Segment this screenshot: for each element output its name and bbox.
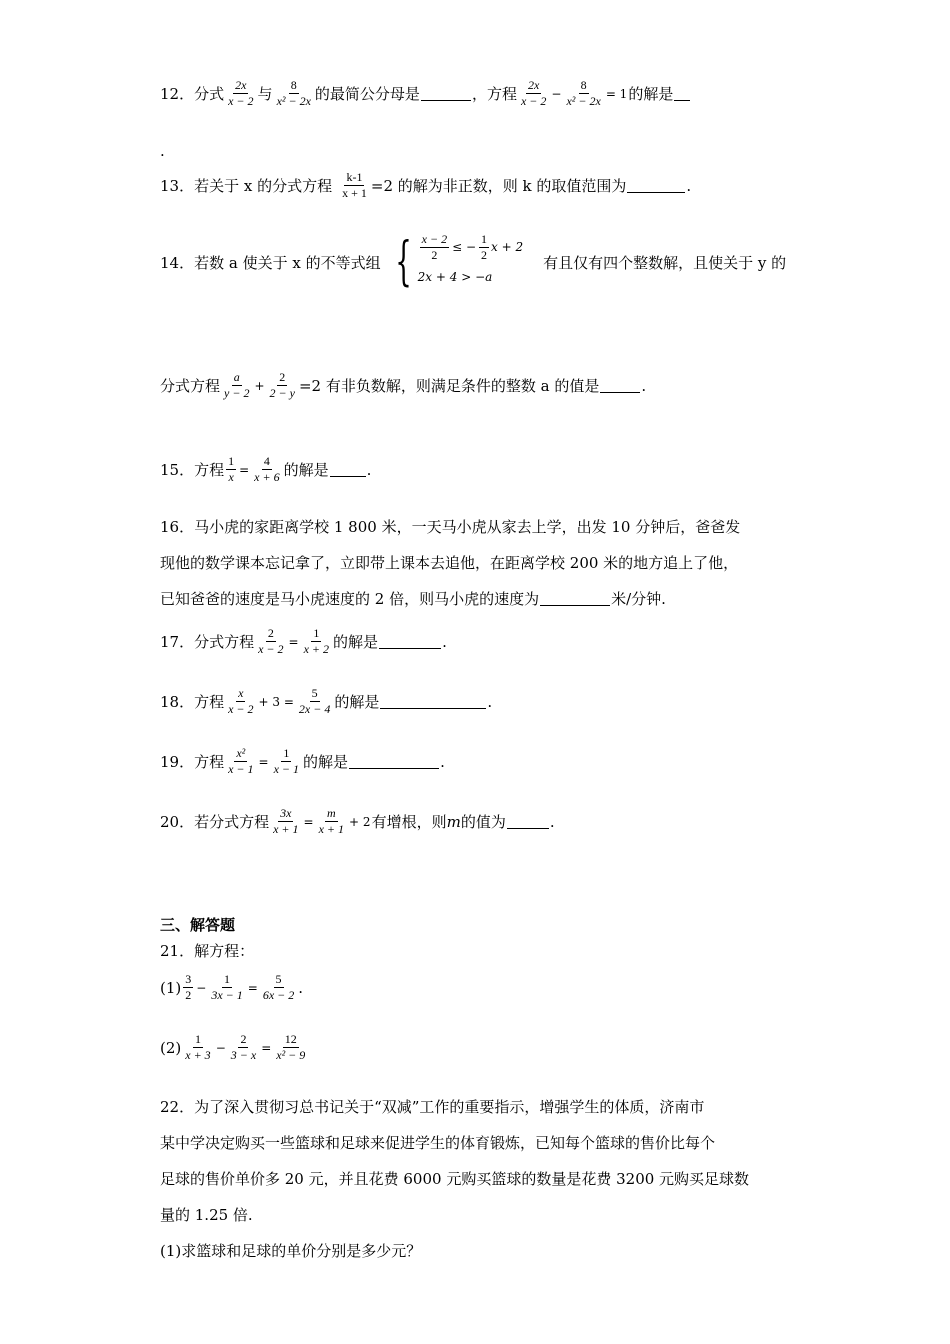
question-text: =2 的解为非正数，则 k 的取值范围为 — [370, 177, 627, 195]
denominator: x — [228, 470, 234, 484]
question-text: 分式 — [194, 85, 225, 103]
numerator: 2x — [528, 78, 540, 92]
denominator: x − 1 — [273, 762, 300, 776]
equation-rhs: = 1 — [605, 86, 628, 101]
fraction — [268, 370, 297, 401]
numerator: k-1 — [346, 170, 363, 184]
fraction — [226, 746, 255, 777]
question-text: 分式方程 — [160, 377, 221, 395]
denominator: x² − 2x — [566, 94, 601, 108]
question-number: 21． — [160, 942, 195, 960]
question-text: 有增根，则 — [371, 813, 447, 831]
punctuation: . — [442, 632, 447, 651]
question-text: 马小虎的家距离学校 1 800 米，一天马小虎从家去上学，出发 10 分钟后，爸爸发 — [194, 518, 741, 536]
operator: + 3 = — [258, 694, 294, 709]
question-text: 方程 — [194, 461, 225, 479]
variable-m: m — [446, 812, 461, 831]
fraction — [271, 806, 300, 837]
numerator: 8 — [580, 78, 587, 92]
numerator: 5 — [311, 686, 318, 700]
numerator: 1 — [224, 972, 231, 986]
numerator: 1 — [228, 454, 235, 468]
question-13 — [160, 170, 691, 201]
answer-blank[interactable] — [674, 86, 690, 101]
question-17: 17． 分式方程 $\frac{2}{x - 2}$ = $\frac{1}{x + 2}$ 的解是 . — [160, 626, 447, 656]
question-number: 15． — [160, 461, 195, 479]
fraction — [564, 78, 602, 109]
numerator: 3 — [185, 972, 192, 986]
answer-blank[interactable] — [330, 462, 366, 477]
question-text: 的解是 — [628, 85, 674, 103]
question-16-line-3 — [160, 588, 666, 609]
question-22-line-3: 足球的售价单价多 20 元，并且花费 6000 元购买篮球的数量是花费 3200 元购买足球数 — [160, 1170, 750, 1188]
fraction — [226, 454, 236, 485]
question-16-line-2: 现他的数学课本忘记拿了，立即带上课本去追他，在距离学校 200 米的地方追上了他， — [160, 554, 739, 572]
question-16-line-1 — [160, 516, 740, 537]
question-number: 18． — [160, 693, 195, 711]
question-text: 的最简公分母是 — [314, 85, 420, 103]
question-text: =2 有非负数解，则满足条件的整数 a 的值是 — [298, 377, 600, 395]
question-number: 13． — [160, 177, 195, 195]
question-text: 分式方程 — [194, 633, 255, 651]
question-text: 方程 — [194, 753, 225, 771]
denominator: x² − 9 — [276, 1048, 306, 1062]
denominator: 3 − x — [230, 1048, 257, 1062]
numerator: 2x — [235, 78, 247, 92]
denominator: x + 1 — [318, 822, 345, 836]
punctuation: . — [487, 692, 493, 711]
question-18 — [160, 686, 492, 717]
fraction — [275, 78, 313, 109]
numerator: m — [326, 806, 336, 820]
numerator: 1 — [283, 746, 290, 760]
punctuation: . — [641, 376, 647, 395]
numerator: 4 — [263, 454, 270, 468]
fraction — [256, 626, 285, 657]
question-text: 为了深入贯彻习总书记关于“双减”工作的重要指示，增强学生的体质，济南市 — [194, 1098, 705, 1116]
question-22-line-2: 某中学决定购买一些篮球和足球来促进学生的体育锻炼，已知每个篮球的售价比每个 — [160, 1134, 716, 1152]
question-22-part-1: (1)求篮球和足球的单价分别是多少元？ — [160, 1242, 422, 1260]
part-label: (2) — [160, 1038, 182, 1057]
numerator: 1 — [481, 231, 488, 246]
numerator: 12 — [284, 1032, 297, 1046]
inequality-1 — [418, 232, 523, 262]
question-number: 20． — [160, 813, 195, 831]
fraction — [302, 626, 331, 657]
brace-icon: { — [394, 232, 412, 292]
denominator: x + 3 — [185, 1048, 211, 1062]
numerator: 8 — [290, 78, 297, 92]
denominator: 2 — [185, 988, 192, 1002]
numerator: 1 — [194, 1032, 201, 1046]
question-20: 20． 若分式方程 $\frac{3x}{x + 1}$ = $\frac{m}{x + 1}$ + 2 有增根，则 m 的值为 . — [160, 806, 555, 836]
question-text: ，方程 — [471, 85, 517, 103]
question-number: 19． — [160, 753, 195, 771]
numerator: 5 — [275, 972, 282, 986]
question-text: 的值为 — [460, 813, 506, 831]
question-12-tail: . — [160, 142, 165, 160]
numerator: 2 — [240, 1032, 247, 1046]
numerator: a — [233, 370, 240, 384]
numerator: x — [238, 686, 244, 700]
fraction — [297, 686, 332, 717]
answer-blank[interactable] — [507, 814, 549, 829]
operator: + 2 — [349, 814, 371, 829]
question-number: 14． — [160, 253, 195, 272]
question-text: 与 — [257, 85, 273, 103]
punctuation: . — [549, 812, 555, 831]
question-text: 的解是 — [333, 633, 379, 651]
fraction — [226, 686, 255, 717]
numerator: x² — [236, 746, 246, 760]
term: x + 2 — [491, 240, 524, 254]
punctuation: . — [686, 176, 692, 195]
inequality-system — [387, 232, 524, 292]
question-number: 12． — [160, 85, 195, 103]
denominator: x − 2 — [228, 94, 254, 108]
question-14-continued: 分式方程 $\frac{a}{y - 2}$ + $\frac{2}{2 - y}$ =2 有非负数解，则满足条件的整数 a 的值是 . — [160, 370, 647, 400]
question-19: 19． 方程 $\frac{\text{x²}}{x - 1}$ = $\frac{1}{x - 1}$ 的解是 . — [160, 746, 445, 776]
inequality-2: 2x + 4 > −a — [417, 270, 493, 284]
denominator: 3x − 1 — [211, 988, 243, 1002]
question-15: 15． 方程 $\frac{1}{x}$ = $\frac{4}{x + 6}$ 的解是 . — [160, 454, 372, 484]
fraction — [340, 170, 369, 201]
question-text: 若关于 x 的分式方程 — [194, 177, 333, 195]
answer-blank[interactable] — [627, 178, 685, 193]
question-text: 米/分钟. — [611, 590, 666, 608]
denominator: x + 1 — [342, 186, 367, 200]
punctuation: . — [298, 978, 304, 997]
part-label: (1) — [160, 978, 182, 997]
question-22-line-1 — [160, 1096, 704, 1117]
answer-blank[interactable] — [379, 634, 441, 649]
question-text: 方程 — [194, 693, 225, 711]
denominator: x − 1 — [228, 762, 254, 776]
question-text: 有且仅有四个整数解，且使关于 y 的 — [543, 253, 787, 272]
numerator: 1 — [313, 626, 320, 640]
denominator: x + 1 — [273, 822, 299, 836]
question-number: 17． — [160, 633, 195, 651]
operator: ≤ − — [452, 240, 477, 254]
denominator: x − 2 — [228, 702, 254, 716]
question-21-part-1: (1) $\frac{3}{2}$ − $\frac{1}{3x - 1}$ = $\frac{5}{6x - 2}$ . — [160, 972, 304, 1002]
question-text: 已知爸爸的速度是马小虎速度的 2 倍，则马小虎的速度为 — [160, 590, 540, 608]
numerator: 2 — [279, 370, 286, 384]
denominator: 2 — [481, 247, 488, 262]
fraction — [519, 78, 548, 109]
answer-blank[interactable] — [349, 754, 439, 769]
denominator: 6x − 2 — [262, 988, 295, 1002]
question-22-line-4: 量的 1.25 倍. — [160, 1206, 253, 1224]
denominator: 2x − 4 — [298, 702, 331, 716]
numerator: 3x — [280, 806, 292, 820]
fraction — [272, 746, 301, 777]
question-text: 的解是 — [303, 753, 349, 771]
numerator: x − 2 — [421, 231, 448, 246]
denominator: 2 — [431, 247, 438, 262]
numerator: 2 — [267, 626, 274, 640]
question-21-title — [160, 940, 254, 961]
question-text: 的解是 — [283, 461, 329, 479]
fraction — [252, 454, 281, 485]
question-text: 若分式方程 — [194, 813, 270, 831]
answer-blank[interactable] — [380, 694, 486, 709]
denominator: x − 2 — [520, 94, 547, 108]
denominator: y − 2 — [224, 386, 250, 400]
question-number: 22． — [160, 1098, 195, 1116]
denominator: 2 − y — [269, 386, 295, 400]
answer-blank[interactable] — [600, 378, 640, 393]
question-number: 16． — [160, 518, 195, 536]
answer-blank[interactable] — [421, 86, 471, 101]
punctuation: . — [366, 460, 372, 479]
question-text: 若数 a 使关于 x 的不等式组 — [194, 253, 381, 272]
fraction — [226, 78, 255, 109]
answer-blank[interactable] — [540, 591, 610, 606]
punctuation: . — [440, 752, 445, 771]
denominator: x² − 2x — [276, 94, 311, 108]
question-text: 的解是 — [334, 693, 380, 711]
denominator: x + 6 — [254, 470, 280, 484]
question-text: 解方程： — [194, 942, 255, 960]
question-12: 12． 分式 $\frac{2x}{x - 2}$ 与 $\frac{8}{\text{x² − 2x}}$ 的最简公分母是 ，方程 $\frac{2x}{x - 2}$ − $\frac{8}{\text{x² − 2x}}$ = 1 的解是 — [160, 78, 691, 109]
section-heading: 三、解答题 — [160, 916, 236, 934]
question-14 — [160, 232, 786, 292]
fraction — [222, 370, 251, 401]
denominator: x + 2 — [303, 642, 330, 656]
fraction — [317, 806, 346, 837]
denominator: x − 2 — [258, 642, 284, 656]
question-21-part-2: (2) $\frac{1}{x + 3}$ − $\frac{2}{3 - x}$ = $\frac{12}{\text{x² − 9}}$ — [160, 1032, 306, 1062]
